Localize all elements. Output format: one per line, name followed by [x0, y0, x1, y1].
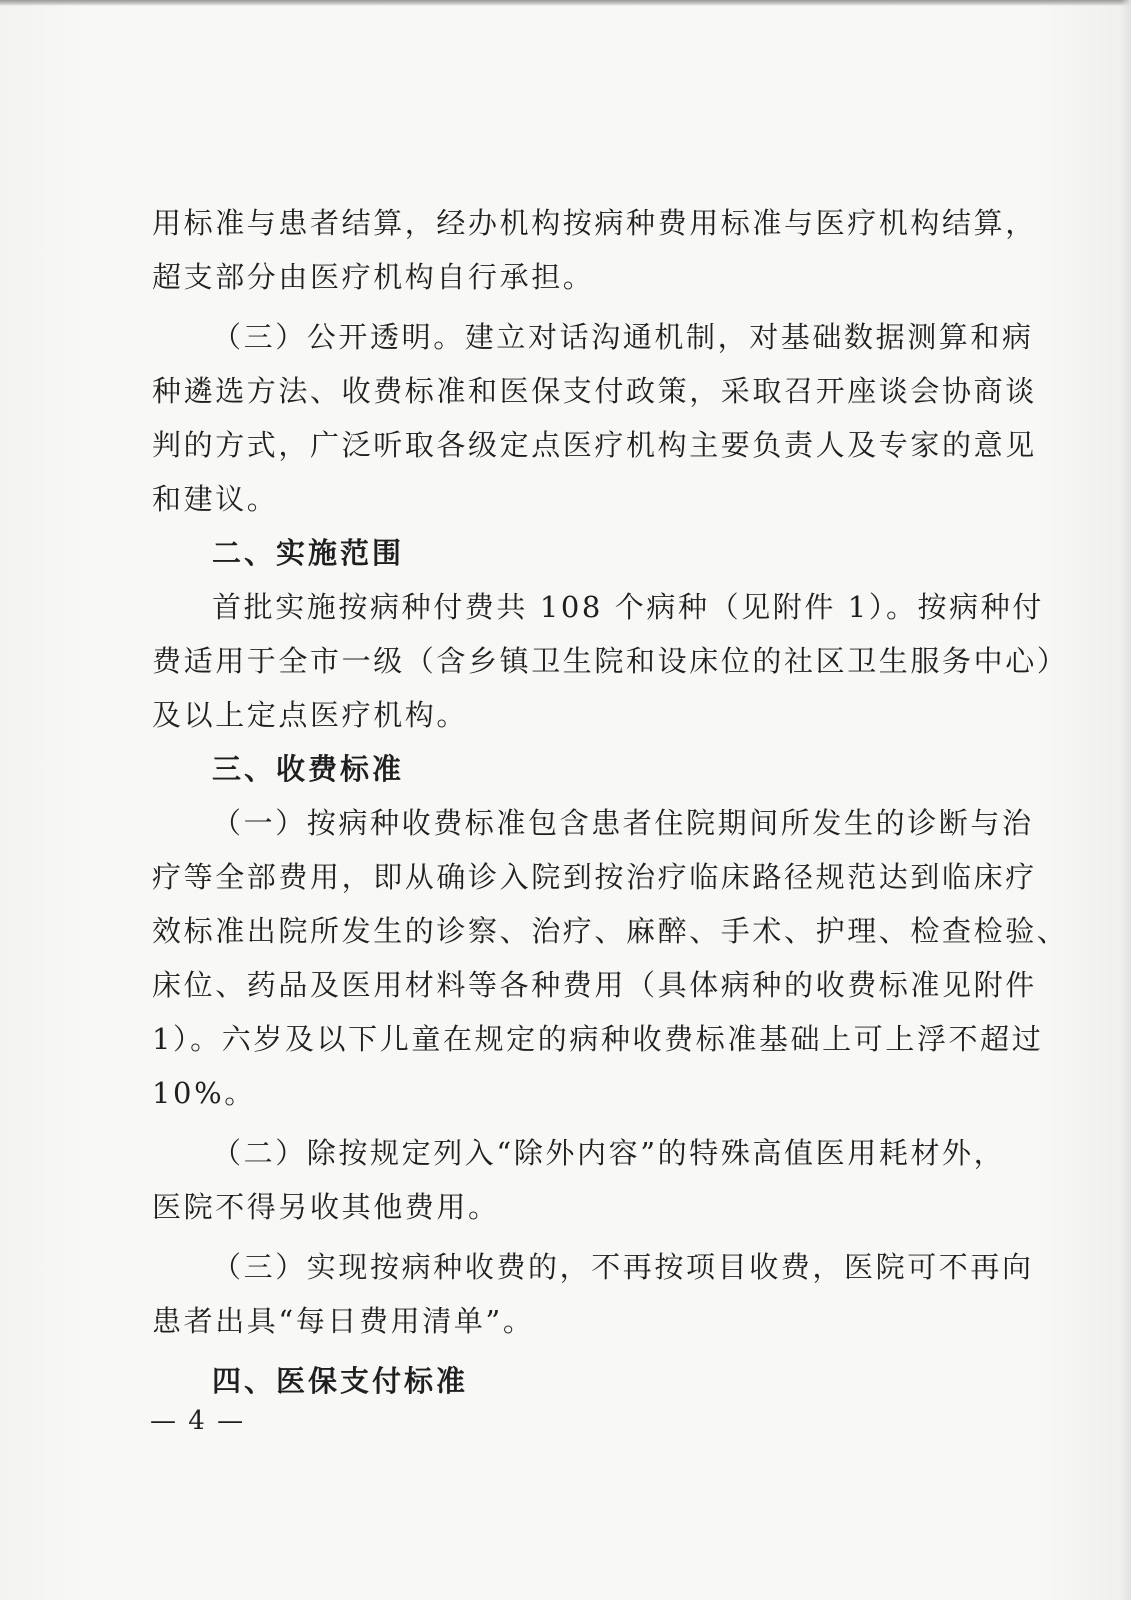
body-line: 费适用于全市一级（含乡镇卫生院和设床位的社区卫生服务中心） [152, 644, 1069, 678]
section-heading: 三、收费标准 [212, 752, 405, 786]
body-line: 1）。六岁及以下儿童在规定的病种收费标准基础上可上浮不超过 [152, 1022, 1044, 1056]
body-line: （二）除按规定列入“除外内容”的特殊高值医用耗材外， [212, 1136, 1006, 1170]
body-line: 及以上定点医疗机构。 [152, 698, 469, 732]
body-line: （一）按病种收费标准包含患者住院期间所发生的诊断与治 [212, 806, 1034, 840]
section-heading: 二、实施范围 [212, 536, 405, 570]
page-number: — 4 — [150, 1406, 246, 1436]
section-heading: 四、医保支付标准 [212, 1364, 469, 1398]
body-line: 疗等全部费用，即从确诊入院到按治疗临床路径规范达到临床疗 [152, 860, 1037, 894]
body-line: （三）公开透明。建立对话沟通机制，对基础数据测算和病 [212, 320, 1034, 354]
body-line: 种遴选方法、收费标准和医保支付政策，采取召开座谈会协商谈 [152, 374, 1037, 408]
body-line: 和建议。 [152, 482, 279, 516]
body-line: 用标准与患者结算，经办机构按病种费用标准与医疗机构结算， [152, 206, 1037, 240]
scan-right-edge [1121, 0, 1131, 1600]
body-line: 医院不得另收其他费用。 [152, 1190, 500, 1224]
body-line: 超支部分由医疗机构自行承担。 [152, 260, 595, 294]
body-line: 判的方式，广泛听取各级定点医疗机构主要负责人及专家的意见 [152, 428, 1037, 462]
body-line: （三）实现按病种收费的，不再按项目收费，医院可不再向 [212, 1250, 1034, 1284]
document-body [152, 196, 1069, 1408]
body-line: 10%。 [152, 1076, 256, 1110]
body-line: 首批实施按病种付费共 108 个病种（见附件 1）。按病种付 [212, 590, 1044, 624]
body-line: 患者出具“每日费用清单”。 [152, 1304, 535, 1338]
scan-top-edge [0, 0, 1131, 6]
body-line: 效标准出院所发生的诊察、治疗、麻醉、手术、护理、检查检验、 [152, 914, 1069, 948]
body-line: 床位、药品及医用材料等各种费用（具体病种的收费标准见附件 [152, 968, 1037, 1002]
